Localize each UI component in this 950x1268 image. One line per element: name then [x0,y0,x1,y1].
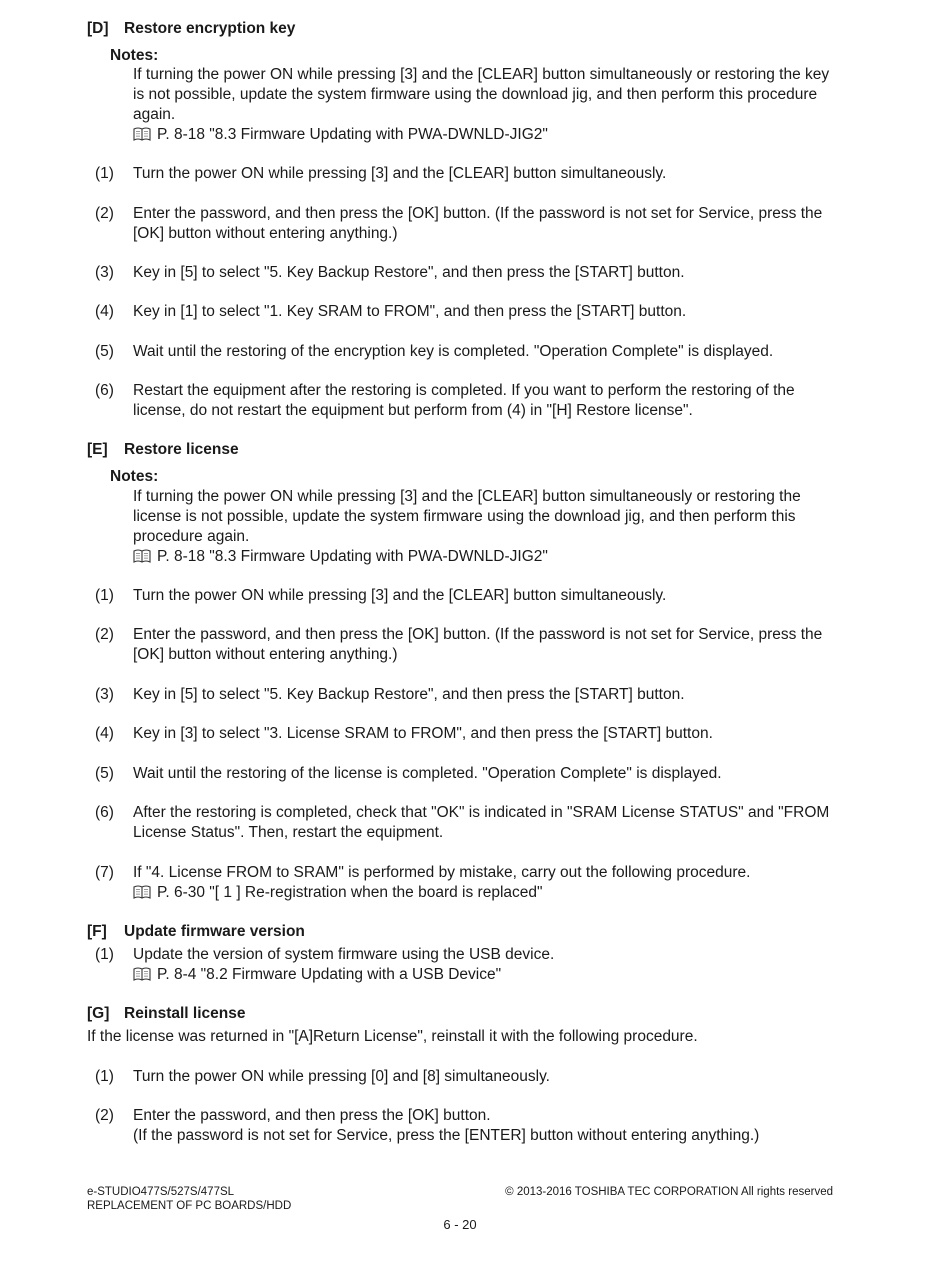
step-text-continued: (If the password is not set for Service, press the [ENTER] button without entering anything.) [133,1127,760,1144]
step-number: (2) [95,626,114,643]
reference-link[interactable] [133,125,843,145]
reference-link[interactable] [133,883,843,903]
step-text-block [133,863,843,903]
step-text: Restart the equipment after the restoring is completed. If you want to perform the restoring of the license, do not restart the equipment but perform from (4) in "[H] Restore license". [133,382,795,419]
step-text: Turn the power ON while pressing [0] and [8] simultaneously. [133,1068,550,1085]
step-e7 [95,863,855,903]
step-e4 [95,724,855,744]
step-d2 [95,204,855,244]
step-d3 [95,263,855,283]
step-e2 [95,625,855,665]
step-number: (2) [95,205,114,222]
note-text: If turning the power ON while pressing [3] and the [CLEAR] button simultaneously or restoring the license is not possible, update the system firmware using the download jig, and then perform this procedure again. [133,488,801,545]
section-title: Restore encryption key [124,20,296,37]
step-number: (1) [95,1068,114,1085]
step-g1 [95,1067,855,1087]
notes-label: Notes: [110,468,159,485]
step-d4 [95,302,855,322]
page-number: 6 - 20 [443,1217,477,1232]
step-text: Wait until the restoring of the encryption key is completed. "Operation Complete" is displayed. [133,343,774,360]
step-number: (4) [95,303,114,320]
step-d5 [95,342,855,362]
step-text: Turn the power ON while pressing [3] and the [CLEAR] button simultaneously. [133,165,667,182]
section-heading-e [87,440,239,460]
section-title: Restore license [124,441,239,458]
step-text: After the restoring is completed, check that "OK" is indicated in "SRAM License STATUS" and "FROM License Status". Then, restart the equipment. [133,804,830,841]
step-number: (4) [95,725,114,742]
open-book-icon [133,549,151,563]
step-text: Key in [5] to select "5. Key Backup Restore", and then press the [START] button. [133,264,685,281]
step-number: (7) [95,864,114,881]
step-number: (5) [95,343,114,360]
section-heading-g [87,1004,245,1024]
reference-text: P. 8-18 "8.3 Firmware Updating with PWA-DWNLD-JIG2" [157,548,548,565]
step-number: (2) [95,1107,114,1124]
footer-chapter: REPLACEMENT OF PC BOARDS/HDD [87,1200,292,1212]
open-book-icon [133,127,151,141]
reference-link[interactable] [133,547,843,567]
step-number: (1) [95,165,114,182]
step-number: (6) [95,382,114,399]
reference-text: P. 8-4 "8.2 Firmware Updating with a USB Device" [157,966,502,983]
notes-label: Notes: [110,47,159,64]
step-e5 [95,764,855,784]
reference-text: P. 6-30 "[ 1 ] Re-registration when the board is replaced" [157,884,543,901]
section-title: Update firmware version [124,923,305,940]
note-text: If turning the power ON while pressing [3] and the [CLEAR] button simultaneously or restoring the key is not possible, update the system firmware using the download jig, and then perform this procedure again. [133,66,830,123]
step-e3 [95,685,855,705]
section-tag: [E] [87,441,108,458]
step-number: (3) [95,686,114,703]
step-e6 [95,803,855,843]
step-text: Update the version of system firmware using the USB device. [133,946,555,963]
step-number: (6) [95,804,114,821]
step-d1 [95,164,855,184]
section-intro: If the license was returned in "[A]Return License", reinstall it with the following procedure. [87,1028,698,1045]
note-block [133,65,843,145]
reference-text: P. 8-18 "8.3 Firmware Updating with PWA-DWNLD-JIG2" [157,126,548,143]
step-g2 [95,1106,855,1146]
step-text: Wait until the restoring of the license is completed. "Operation Complete" is displayed. [133,765,722,782]
step-text: Enter the password, and then press the [OK] button. (If the password is not set for Service, press the [OK] button without entering anything.) [133,626,823,663]
note-block [133,487,843,567]
reference-link[interactable] [133,965,843,985]
open-book-icon [133,885,151,899]
step-number: (3) [95,264,114,281]
step-d6 [95,381,855,421]
step-f1 [95,945,855,985]
step-number: (1) [95,587,114,604]
step-text-block [133,945,843,985]
section-heading-f [87,922,305,942]
step-text: Key in [1] to select "1. Key SRAM to FROM", and then press the [START] button. [133,303,687,320]
step-text: Key in [3] to select "3. License SRAM to FROM", and then press the [START] button. [133,725,713,742]
step-text: Turn the power ON while pressing [3] and the [CLEAR] button simultaneously. [133,587,667,604]
section-heading-d [87,19,295,39]
step-text: Enter the password, and then press the [OK] button. (If the password is not set for Service, press the [OK] button without entering anything.) [133,205,823,242]
step-number: (5) [95,765,114,782]
step-text: If "4. License FROM to SRAM" is performed by mistake, carry out the following procedure. [133,864,751,881]
section-title: Reinstall license [124,1005,246,1022]
footer-copyright: © 2013-2016 TOSHIBA TEC CORPORATION All rights reserved [505,1186,833,1198]
step-text-block [133,1106,843,1146]
open-book-icon [133,967,151,981]
section-tag: [G] [87,1005,110,1022]
footer-model: e-STUDIO477S/527S/477SL [87,1186,235,1198]
step-number: (1) [95,946,114,963]
step-e1 [95,586,855,606]
section-tag: [D] [87,20,109,37]
step-text: Key in [5] to select "5. Key Backup Restore", and then press the [START] button. [133,686,685,703]
step-text: Enter the password, and then press the [OK] button. [133,1107,491,1124]
section-tag: [F] [87,923,107,940]
